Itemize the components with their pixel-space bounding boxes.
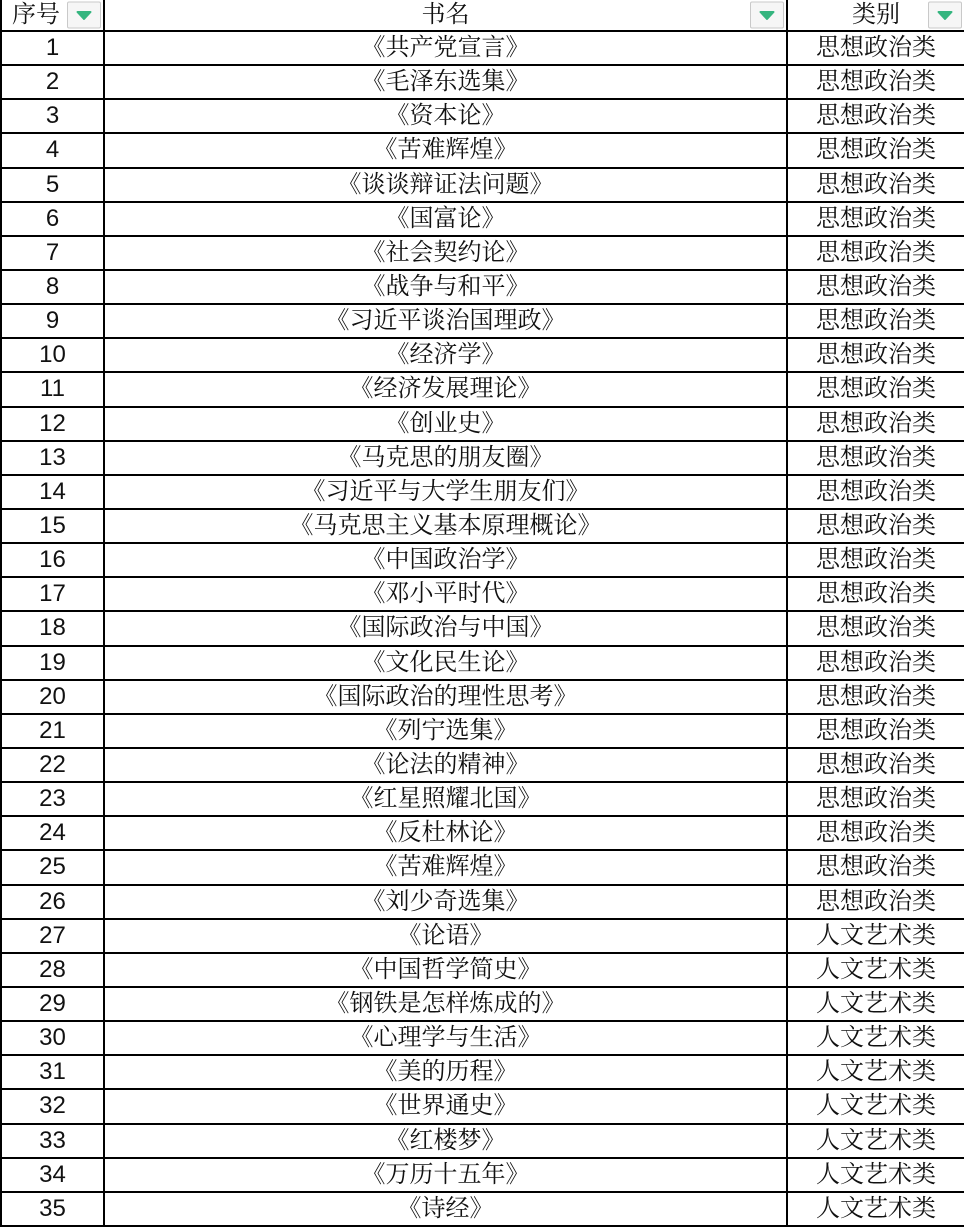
filter-arrow-icon [76, 10, 92, 20]
header-cell-no[interactable] [2, 0, 105, 30]
table-row [2, 373, 964, 407]
cell-row-number[interactable]: 1 [2, 32, 105, 64]
cell-row-number[interactable]: 33 [2, 1125, 105, 1157]
cell-category[interactable]: 人文艺术类 [816, 990, 936, 1017]
cell-category[interactable]: 思想政治类 [816, 580, 936, 608]
table-row [2, 32, 964, 66]
cell-book-title[interactable]: 《创业史》 [105, 408, 788, 440]
cell-category[interactable]: 思想政治类 [816, 887, 936, 915]
cell-category[interactable]: 人文艺术类 [816, 1194, 936, 1222]
cell-row-number[interactable]: 12 [2, 408, 105, 440]
cell-row-number[interactable]: 29 [2, 988, 105, 1020]
cell-row-number[interactable]: 25 [2, 851, 105, 883]
cell-book-title[interactable]: 《红星照耀北国》 [105, 783, 788, 815]
cell-row-number[interactable]: 13 [2, 442, 105, 474]
cell-row-number[interactable]: 35 [2, 1193, 105, 1225]
table-row [2, 1125, 964, 1159]
cell-row-number[interactable]: 21 [2, 715, 105, 747]
cell-book-title[interactable]: 《共产党宣言》 [105, 32, 788, 64]
table-header-row [2, 0, 964, 32]
cell-book-title[interactable]: 《经济学》 [105, 339, 788, 371]
cell-category[interactable]: 思想政治类 [816, 785, 936, 813]
table-row [2, 578, 964, 612]
table-row [2, 442, 964, 476]
table-row [2, 886, 964, 920]
cell-category[interactable]: 人文艺术类 [816, 1058, 936, 1086]
cell-book-title[interactable]: 《马克思主义基本原理概论》 [105, 510, 788, 542]
cell-category[interactable]: 人文艺术类 [816, 921, 936, 949]
cell-row-number[interactable]: 31 [2, 1056, 105, 1088]
cell-row-number[interactable]: 2 [2, 66, 105, 98]
cell-row-number[interactable]: 5 [2, 169, 105, 201]
cell-book-title[interactable]: 《马克思的朋友圈》 [105, 442, 788, 474]
header-label-no: 序号 [12, 1, 60, 28]
cell-book-title[interactable]: 《美的历程》 [105, 1056, 788, 1088]
table-row [2, 408, 964, 442]
filter-dropdown-button-no[interactable] [67, 2, 101, 29]
cell-row-number[interactable]: 3 [2, 100, 105, 132]
table-row [2, 1022, 964, 1056]
cell-row-number[interactable]: 7 [2, 237, 105, 269]
filter-dropdown-button-category[interactable] [928, 2, 962, 29]
cell-book-title[interactable]: 《诗经》 [105, 1193, 788, 1225]
table-row [2, 271, 964, 305]
cell-category[interactable]: 人文艺术类 [816, 1092, 936, 1120]
cell-category[interactable]: 思想政治类 [816, 853, 936, 881]
table-row [2, 988, 964, 1022]
cell-book-title[interactable]: 《心理学与生活》 [105, 1022, 788, 1054]
cell-category[interactable]: 思想政治类 [816, 102, 936, 130]
filter-arrow-icon [759, 10, 775, 20]
table-row [2, 749, 964, 783]
table-row [2, 510, 964, 544]
cell-category[interactable]: 思想政治类 [816, 375, 936, 403]
cell-category[interactable]: 思想政治类 [816, 136, 936, 164]
table-row [2, 544, 964, 578]
cell-row-number[interactable]: 15 [2, 510, 105, 542]
cell-book-title[interactable]: 《毛泽东选集》 [105, 66, 788, 98]
cell-category[interactable]: 思想政治类 [816, 341, 936, 369]
cell-category[interactable]: 人文艺术类 [816, 1024, 936, 1052]
cell-row-number[interactable]: 34 [2, 1159, 105, 1191]
cell-book-title[interactable]: 《习近平谈治国理政》 [105, 305, 788, 337]
cell-book-title[interactable]: 《战争与和平》 [105, 271, 788, 303]
table-row [2, 851, 964, 885]
cell-category[interactable]: 思想政治类 [816, 716, 936, 744]
table-row [2, 647, 964, 681]
header-label-title: 书名 [421, 1, 470, 28]
cell-category[interactable]: 思想政治类 [816, 546, 936, 574]
cell-category[interactable]: 思想政治类 [816, 238, 936, 266]
cell-book-title[interactable]: 《国际政治的理性思考》 [105, 681, 788, 713]
cell-row-number[interactable]: 20 [2, 681, 105, 713]
cell-row-number[interactable]: 24 [2, 817, 105, 849]
table-row [2, 783, 964, 817]
cell-book-title[interactable]: 《邓小平时代》 [105, 578, 788, 610]
table-row [2, 817, 964, 851]
cell-category[interactable]: 思想政治类 [816, 273, 936, 301]
table-row [2, 339, 964, 373]
cell-category[interactable]: 思想政治类 [816, 648, 936, 676]
cell-category[interactable]: 思想政治类 [816, 68, 936, 96]
cell-book-title[interactable]: 《红楼梦》 [105, 1125, 788, 1157]
cell-book-title[interactable]: 《刘少奇选集》 [105, 886, 788, 918]
table-row [2, 237, 964, 271]
cell-book-title[interactable]: 《资本论》 [105, 100, 788, 132]
cell-category[interactable]: 思想政治类 [816, 512, 936, 540]
cell-book-title[interactable]: 《列宁选集》 [105, 715, 788, 747]
cell-row-number[interactable]: 26 [2, 886, 105, 918]
cell-book-title[interactable]: 《苦难辉煌》 [105, 134, 788, 166]
cell-row-number[interactable]: 10 [2, 339, 105, 371]
table-row [2, 920, 964, 954]
cell-category[interactable]: 思想政治类 [816, 409, 936, 437]
cell-book-title[interactable]: 《钢铁是怎样炼成的》 [105, 988, 788, 1020]
cell-book-title[interactable]: 《中国哲学简史》 [105, 954, 788, 986]
header-cell-title[interactable] [105, 0, 788, 30]
cell-row-number[interactable]: 23 [2, 783, 105, 815]
cell-row-number[interactable]: 30 [2, 1022, 105, 1054]
cell-book-title[interactable]: 《论法的精神》 [105, 749, 788, 781]
table-row [2, 1090, 964, 1124]
table-row [2, 100, 964, 134]
cell-book-title[interactable]: 《苦难辉煌》 [105, 851, 788, 883]
table-row [2, 203, 964, 237]
cell-book-title[interactable]: 《谈谈辩证法问题》 [105, 169, 788, 201]
header-label-category: 类别 [852, 1, 900, 28]
table-row [2, 1056, 964, 1090]
cell-category[interactable]: 思想政治类 [816, 614, 936, 642]
cell-category[interactable]: 思想政治类 [816, 682, 936, 710]
cell-row-number[interactable]: 17 [2, 578, 105, 610]
cell-row-number[interactable]: 16 [2, 544, 105, 576]
table-row [2, 305, 964, 339]
cell-row-number[interactable]: 32 [2, 1090, 105, 1122]
table-row [2, 476, 964, 510]
cell-book-title[interactable]: 《论语》 [105, 920, 788, 952]
cell-category[interactable]: 思想政治类 [816, 204, 936, 232]
table-row [2, 169, 964, 203]
cell-category[interactable]: 思想政治类 [816, 307, 936, 335]
cell-book-title[interactable]: 《文化民生论》 [105, 647, 788, 679]
cell-category[interactable]: 思想政治类 [816, 443, 936, 471]
cell-row-number[interactable]: 4 [2, 134, 105, 166]
cell-book-title[interactable]: 《经济发展理论》 [105, 373, 788, 405]
cell-row-number[interactable]: 14 [2, 476, 105, 508]
cell-row-number[interactable]: 22 [2, 749, 105, 781]
table-row [2, 954, 964, 988]
cell-category[interactable]: 思想政治类 [816, 34, 936, 62]
table-row [2, 134, 964, 168]
table-row [2, 1193, 964, 1227]
cell-row-number[interactable]: 6 [2, 203, 105, 235]
cell-book-title[interactable]: 《国际政治与中国》 [105, 612, 788, 644]
table-row [2, 612, 964, 646]
cell-row-number[interactable]: 11 [2, 373, 105, 405]
cell-category[interactable]: 思想政治类 [816, 751, 936, 779]
cell-book-title[interactable]: 《中国政治学》 [105, 544, 788, 576]
cell-row-number[interactable]: 19 [2, 647, 105, 679]
cell-category[interactable]: 人文艺术类 [816, 955, 936, 983]
cell-book-title[interactable]: 《反杜林论》 [105, 817, 788, 849]
filter-arrow-icon [937, 10, 953, 20]
cell-row-number[interactable]: 18 [2, 612, 105, 644]
cell-row-number[interactable]: 9 [2, 305, 105, 337]
cell-category[interactable]: 思想政治类 [816, 170, 936, 198]
cell-book-title[interactable]: 《万历十五年》 [105, 1159, 788, 1191]
cell-row-number[interactable]: 8 [2, 271, 105, 303]
table-row [2, 715, 964, 749]
cell-book-title[interactable]: 《国富论》 [105, 203, 788, 235]
cell-category[interactable]: 思想政治类 [816, 819, 936, 847]
table-row [2, 681, 964, 715]
cell-book-title[interactable]: 《社会契约论》 [105, 237, 788, 269]
cell-category[interactable]: 人文艺术类 [816, 1160, 936, 1188]
cell-row-number[interactable]: 28 [2, 954, 105, 986]
cell-book-title[interactable]: 《习近平与大学生朋友们》 [105, 476, 788, 508]
table-row [2, 1159, 964, 1193]
filter-dropdown-button-title[interactable] [750, 2, 784, 29]
table-body [2, 32, 964, 1227]
cell-category[interactable]: 人文艺术类 [816, 1126, 936, 1154]
header-cell-category[interactable] [788, 0, 964, 30]
table-row [2, 66, 964, 100]
cell-row-number[interactable]: 27 [2, 920, 105, 952]
cell-book-title[interactable]: 《世界通史》 [105, 1090, 788, 1122]
cell-category[interactable]: 思想政治类 [816, 477, 936, 505]
